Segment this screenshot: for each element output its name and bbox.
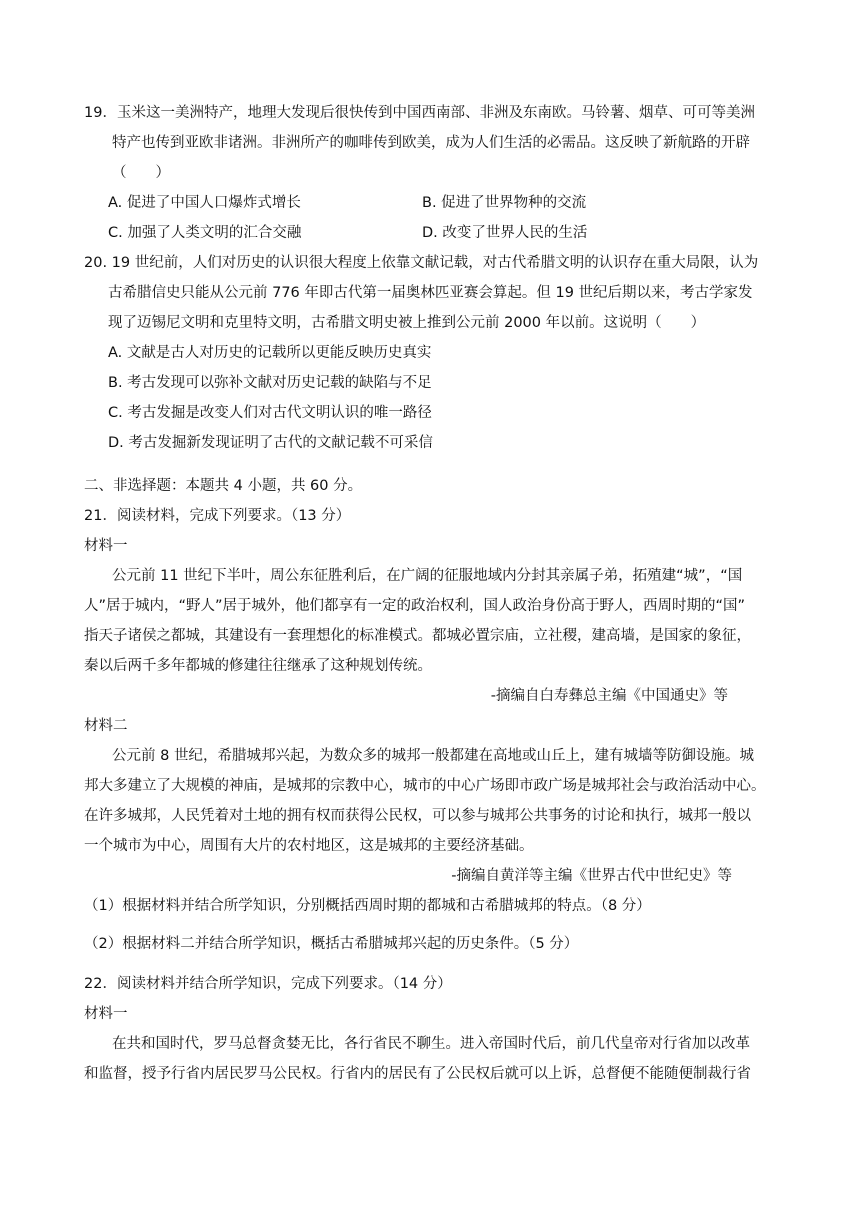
q21-title: 21．阅读材料，完成下列要求。（13 分） xyxy=(84,508,351,524)
q19-option-b: B. 促进了世界物种的交流 xyxy=(422,195,587,211)
q22-material1-line1: 在共和国时代，罗马总督贪婪无比，各行省民不聊生。进入帝国时代后，前几代皇帝对行省加以改革 xyxy=(112,1036,750,1052)
q21-material2-line2: 邦大多建立了大规模的神庙，是城邦的宗教中心，城市的中心广场即市政广场是城邦社会与政治活动中心。 xyxy=(84,778,766,794)
q21-material2-label: 材料二 xyxy=(84,718,128,734)
q20-option-d: D. 考古发掘新发现证明了古代的文献记载不可采信 xyxy=(108,435,433,451)
q19-option-d: D. 改变了世界人民的生活 xyxy=(422,225,588,241)
q21-material1-source: -摘编自白寿彝总主编《中国通史》等 xyxy=(490,688,728,704)
q19-option-a: A. 促进了中国人口爆炸式增长 xyxy=(108,195,301,211)
q21-material2-source: -摘编自黄洋等主编《世界古代中世纪史》等 xyxy=(451,868,732,884)
q22-material1-line2: 和监督，授予行省内居民罗马公民权。行省内的居民有了公民权后就可以上诉，总督便不能随便制裁行省 xyxy=(84,1066,751,1082)
q19-stem-line2: 特产也传到亚欧非诸洲。非洲所产的咖啡传到欧美，成为人们生活的必需品。这反映了新航路的开辟 xyxy=(112,135,750,151)
section-heading: 二、非选择题：本题共 4 小题，共 60 分。 xyxy=(84,478,363,494)
q20-option-b: B. 考古发现可以弥补文献对历史记载的缺陷与不足 xyxy=(108,375,432,391)
q21-material2-line1: 公元前 8 世纪，希腊城邦兴起，为数众多的城邦一般都建在高地或山丘上，建有城墙等防御设施。城 xyxy=(112,748,754,764)
q21-material1-line4: 秦以后两千多年都城的修建往往继承了这种规划传统。 xyxy=(84,658,432,674)
q21-material2-line4: 一个城市为中心，周围有大片的农村地区，这是城邦的主要经济基础。 xyxy=(84,838,534,854)
q21-subquestion-2: （2）根据材料二并结合所学知识，概括古希腊城邦兴起的历史条件。（5 分） xyxy=(84,936,579,952)
q20-option-a: A. 文献是古人对历史的记载所以更能反映历史真实 xyxy=(108,345,432,361)
q22-title: 22．阅读材料并结合所学知识，完成下列要求。（14 分） xyxy=(84,976,452,992)
q19-stem-line1: 19．玉米这一美洲特产，地理大发现后很快传到中国西南部、非洲及东南欧。马铃薯、烟草、可可等美洲 xyxy=(84,105,755,121)
q21-material1-line3: 指天子诸侯之都城，其建设有一套理想化的标准模式。都城必置宗庙，立社稷，建高墙，是国家的象征， xyxy=(84,628,751,644)
q21-subquestion-1: （1）根据材料并结合所学知识，分别概括西周时期的都城和古希腊城邦的特点。（8 分） xyxy=(84,898,651,914)
q20-stem-line1: 20. 19 世纪前，人们对历史的认识很大程度上依靠文献记载，对古代希腊文明的认识存在重大局限，认为 xyxy=(84,255,759,271)
q20-stem-line3: 现了迈锡尼文明和克里特文明，古希腊文明史被上推到公元前 2000 年以前。这说明（ ） xyxy=(108,315,706,331)
q19-option-c: C. 加强了人类文明的汇合交融 xyxy=(108,225,302,241)
q21-material2-line3: 在许多城邦，人民凭着对土地的拥有权而获得公民权，可以参与城邦公共事务的讨论和执行，城邦一般以 xyxy=(84,808,751,824)
q21-material1-line1: 公元前 11 世纪下半叶，周公东征胜利后，在广阔的征服地域内分封其亲属子弟，拓殖建“城”，“国 xyxy=(112,568,743,584)
q22-material1-label: 材料一 xyxy=(84,1006,128,1022)
q21-material1-line2: 人”居于城内，“野人”居于城外，他们都享有一定的政治权利，国人政治身份高于野人，西周时期的“国” xyxy=(84,598,746,614)
q19-answer-paren: （ ） xyxy=(112,165,170,181)
q20-option-c: C. 考古发掘是改变人们对古代文明认识的唯一路径 xyxy=(108,405,432,421)
q21-material1-label: 材料一 xyxy=(84,538,128,554)
q20-stem-line2: 古希腊信史只能从公元前 776 年即古代第一届奥林匹亚赛会算起。但 19 世纪后期以来，考古学家发 xyxy=(108,285,753,301)
